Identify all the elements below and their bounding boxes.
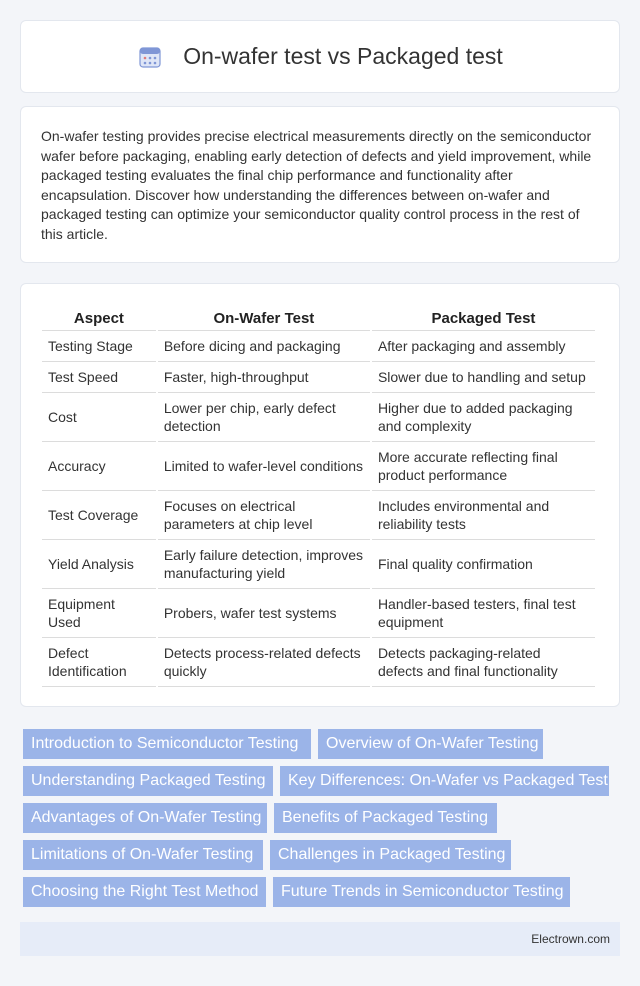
table-cell: Equipment Used: [42, 589, 156, 638]
tag-challenges-packaged[interactable]: Challenges in Packaged Testing: [270, 840, 511, 870]
table-cell: Test Speed: [42, 362, 156, 393]
table-header-packaged: Packaged Test: [372, 306, 595, 331]
table-row: [42, 638, 595, 687]
table-cell: Lower per chip, early defect detection: [158, 393, 370, 442]
table-cell: Detects process-related defects quickly: [158, 638, 370, 687]
table-cell: Yield Analysis: [42, 540, 156, 589]
table-cell: Handler-based testers, final test equipment: [372, 589, 595, 638]
tag-introduction[interactable]: Introduction to Semiconductor Testing: [23, 729, 311, 759]
table-cell: Accuracy: [42, 442, 156, 491]
tag-future-trends[interactable]: Future Trends in Semiconductor Testing: [273, 877, 570, 907]
intro-card: [20, 106, 620, 263]
table-row: [42, 540, 595, 589]
table-cell: Probers, wafer test systems: [158, 589, 370, 638]
table-cell: Final quality confirmation: [372, 540, 595, 589]
page-title: On-wafer test vs Packaged test: [183, 43, 503, 69]
footer-brand[interactable]: Electrown.com: [531, 932, 610, 946]
table-header-on-wafer: On-Wafer Test: [158, 306, 370, 331]
table-cell: After packaging and assembly: [372, 331, 595, 362]
tag-choosing-method[interactable]: Choosing the Right Test Method: [23, 877, 266, 907]
tag-advantages-on-wafer[interactable]: Advantages of On-Wafer Testing: [23, 803, 267, 833]
table-row: [42, 331, 595, 362]
tag-key-differences[interactable]: Key Differences: On-Wafer vs Packaged Test: [280, 766, 609, 796]
tag-understanding-packaged[interactable]: Understanding Packaged Testing: [23, 766, 273, 796]
comparison-table: [40, 306, 597, 687]
table-cell: More accurate reflecting final product performance: [372, 442, 595, 491]
table-row: [42, 491, 595, 540]
table-row: [42, 393, 595, 442]
intro-paragraph: On-wafer testing provides precise electrical measurements directly on the semiconductor wafer before packaging, enabling early detection of defects and yield improvement, while packaged testing evaluates the final chip performance and functionality after encapsulation. Discover how understanding the differences between on-wafer and packaged testing can optimize your semiconductor quality control process in the rest of this article.: [41, 128, 592, 242]
table-cell: Early failure detection, improves manufacturing yield: [158, 540, 370, 589]
tag-limitations-on-wafer[interactable]: Limitations of On-Wafer Testing: [23, 840, 263, 870]
tag-benefits-packaged[interactable]: Benefits of Packaged Testing: [274, 803, 497, 833]
table-row: [42, 442, 595, 491]
header-card: [20, 20, 620, 93]
table-cell: Testing Stage: [42, 331, 156, 362]
table-row: [42, 362, 595, 393]
table-cell: Before dicing and packaging: [158, 331, 370, 362]
table-cell: Test Coverage: [42, 491, 156, 540]
comparison-table-card: [20, 283, 620, 707]
table-cell: Faster, high-throughput: [158, 362, 370, 393]
table-cell: Higher due to added packaging and complexity: [372, 393, 595, 442]
calendar-icon: [137, 44, 163, 70]
table-cell: Slower due to handling and setup: [372, 362, 595, 393]
table-cell: Includes environmental and reliability tests: [372, 491, 595, 540]
footer: [20, 922, 620, 956]
table-cell: Defect Identification: [42, 638, 156, 687]
table-header-aspect: Aspect: [42, 306, 156, 331]
table-cell: Cost: [42, 393, 156, 442]
table-cell: Detects packaging-related defects and final functionality: [372, 638, 595, 687]
table-cell: Limited to wafer-level conditions: [158, 442, 370, 491]
table-cell: Focuses on electrical parameters at chip level: [158, 491, 370, 540]
table-row: [42, 589, 595, 638]
tag-overview-on-wafer[interactable]: Overview of On-Wafer Testing: [318, 729, 543, 759]
